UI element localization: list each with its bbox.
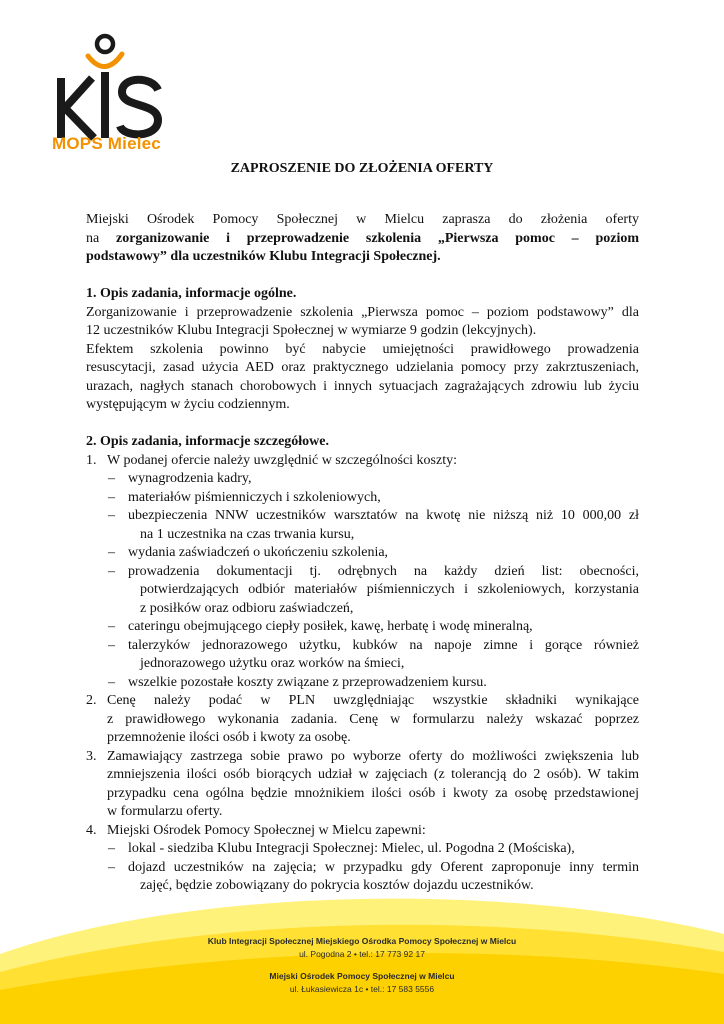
bullet-item (86, 840, 639, 859)
dash-marker: – (108, 674, 115, 690)
list-number: 3. (86, 748, 97, 764)
dash-marker: – (108, 859, 115, 875)
bullet-text: talerzyków jednorazowego użytku, kubków na napoje zimne i gorące również (128, 637, 639, 653)
footer (0, 935, 724, 996)
bullet-text: lokal - siedziba Klubu Integracji Społecznej: Mielec, ul. Pogodna 2 (Mościska), (128, 841, 575, 856)
dash-marker: – (108, 508, 115, 523)
list-item-1 (86, 452, 639, 471)
list-item-text: W podanej ofercie należy uwzględnić w szczególności koszty: (107, 452, 457, 468)
list-number: 1. (86, 452, 97, 468)
dash-marker: – (108, 545, 115, 560)
section-1-line: Zorganizowanie i przeprowadzenie szkolenia „Pierwsza pomoc – poziom podstawowy” dla (86, 304, 639, 320)
logo-letter-i (101, 72, 109, 138)
bullet-item (86, 507, 639, 544)
logo-letter-k-arms (65, 78, 94, 138)
dash-marker: – (108, 637, 115, 653)
list-item-text: z prawidłowego wykonania zadania. Cenę w formularzu należy wskazać poprzez (107, 711, 639, 727)
dash-marker: – (108, 841, 115, 856)
footer-org: Klub Integracji Społecznej Miejskiego Ośrodka Pomocy Społecznej w Mielcu (207, 936, 517, 946)
bullet-text: materiałów piśmienniczych i szkoleniowych, (128, 489, 381, 505)
section-1-line: urazach, nagłych stanach chorobowych i innych sytuacjach zagrażających zdrowiu lub życiu (86, 378, 639, 394)
section-1-heading: 1. Opis zadania, informacje ogólne. (86, 286, 297, 301)
section-1-line: 12 uczestników Klubu Integracji Społecznej w wymiarze 9 godzin (lekcyjnych). (86, 323, 537, 338)
document-title: ZAPROSZENIE DO ZŁOŻENIA OFERTY (230, 161, 494, 176)
intro-line (86, 230, 639, 249)
bullet-item (86, 470, 639, 489)
logo-letter-s (120, 80, 158, 135)
bullet-text: jednorazowego użytku oraz worków na śmieci, (140, 656, 405, 671)
logo-subtitle: MOPS Mielec (52, 134, 161, 153)
logo-arms-arc (88, 54, 122, 67)
dash-marker: – (108, 619, 115, 634)
logo-head-circle (97, 36, 113, 52)
dash-marker: – (108, 489, 115, 505)
bullet-item (86, 563, 639, 619)
footer-address: ul. Łukasiewicza 1c • tel.: 17 583 5556 (289, 984, 435, 994)
list-item-3 (86, 748, 639, 822)
bullet-text: cateringu obejmującego ciepły posiłek, kawę, herbatę i wodę mineralną, (128, 619, 533, 634)
bullet-item (86, 637, 639, 674)
list-item-text: zmniejszenia ilości osób biorących udział w zajęciach (z tolerancją do 2 osób). W takim (107, 767, 639, 782)
bullet-text: wydania zaświadczeń o ukończeniu szkolenia, (128, 545, 389, 560)
bullet-text: ubezpieczenia NNW uczestników warsztatów na kwotę nie niższą niż 10 000,00 zł (128, 508, 639, 523)
footer-org: Miejski Ośrodek Pomocy Społecznej w Mielcu (269, 971, 455, 981)
section-1-line: występującym w życiu codziennym. (86, 397, 290, 412)
bullet-item (86, 859, 639, 896)
section-2-heading: 2. Opis zadania, informacje szczegółowe. (86, 434, 330, 449)
bullet-text: wszelkie pozostałe koszty związane z przeprowadzeniem kursu. (128, 674, 487, 690)
list-item-text: Zamawiający zastrzega sobie prawo po wyborze oferty do możliwości zwiększenia lub (107, 748, 639, 764)
bullet-item (86, 674, 639, 693)
dash-marker: – (108, 471, 115, 486)
list-item-text: przypadku cena ogólna będzie mnożnikiem ilości osób i kwoty za osobę przedstawionej (107, 785, 639, 801)
intro-line: podstawowy” dla uczestników Klubu Integracji Społecznej. (86, 249, 441, 264)
list-item-text: przemnożenie ilości osób i kwoty za osobę. (107, 730, 351, 745)
list-item-4 (86, 822, 639, 841)
list-item-text: w formularzu oferty. (107, 804, 223, 819)
bullet-text: prowadzenia dokumentacji tj. odrębnych na każdy dzień list: obecności, (128, 563, 639, 579)
list-item-2 (86, 692, 639, 748)
bullet-text: z posiłków oraz odbioru zaświadczeń, (140, 600, 354, 616)
document-body (86, 211, 639, 896)
bullet-item (86, 544, 639, 563)
bullet-text: wynagrodzenia kadry, (128, 471, 252, 486)
intro-line: Miejski Ośrodek Pomocy Społecznej w Mielcu zaprasza do złożenia oferty (86, 212, 639, 227)
list-item-text: Cenę należy podać w PLN uwzględniając wszystkie składniki wynikające (107, 693, 639, 708)
intro-text: na (86, 230, 116, 246)
list-number: 4. (86, 822, 97, 838)
list-item-text: Miejski Ośrodek Pomocy Społecznej w Mielcu zapewni: (107, 822, 426, 838)
list-number: 2. (86, 693, 97, 708)
footer-address: ul. Pogodna 2 • tel.: 17 773 92 17 (299, 949, 425, 959)
bullet-text: na 1 uczestnika na czas trwania kursu, (140, 526, 355, 542)
bullet-item (86, 618, 639, 637)
bullet-text: zajęć, będzie zobowiązany do pokrycia kosztów dojazdu uczestników. (140, 878, 534, 893)
dash-marker: – (108, 563, 115, 579)
bullet-text: dojazd uczestników na zajęcia; w przypadku gdy Oferent zaproponuje inny termin (128, 859, 639, 875)
intro-bold-text: zorganizowanie i przeprowadzenie szkolenia „Pierwsza pomoc – poziom (115, 230, 639, 246)
bullet-text: potwierdzających odbiór materiałów piśmienniczych i szkoleniowych, korzystania (140, 582, 639, 597)
bullet-item (86, 489, 639, 508)
section-1-line: Efektem szkolenia powinno być nabycie umiejętności prawidłowego prowadzenia (86, 341, 639, 357)
logo-letter-k-stem (57, 78, 65, 138)
section-1-line: resuscytacji, zasad użycia AED oraz praktycznego udzielania pomocy przy zakrztuszeniach, (86, 360, 639, 375)
